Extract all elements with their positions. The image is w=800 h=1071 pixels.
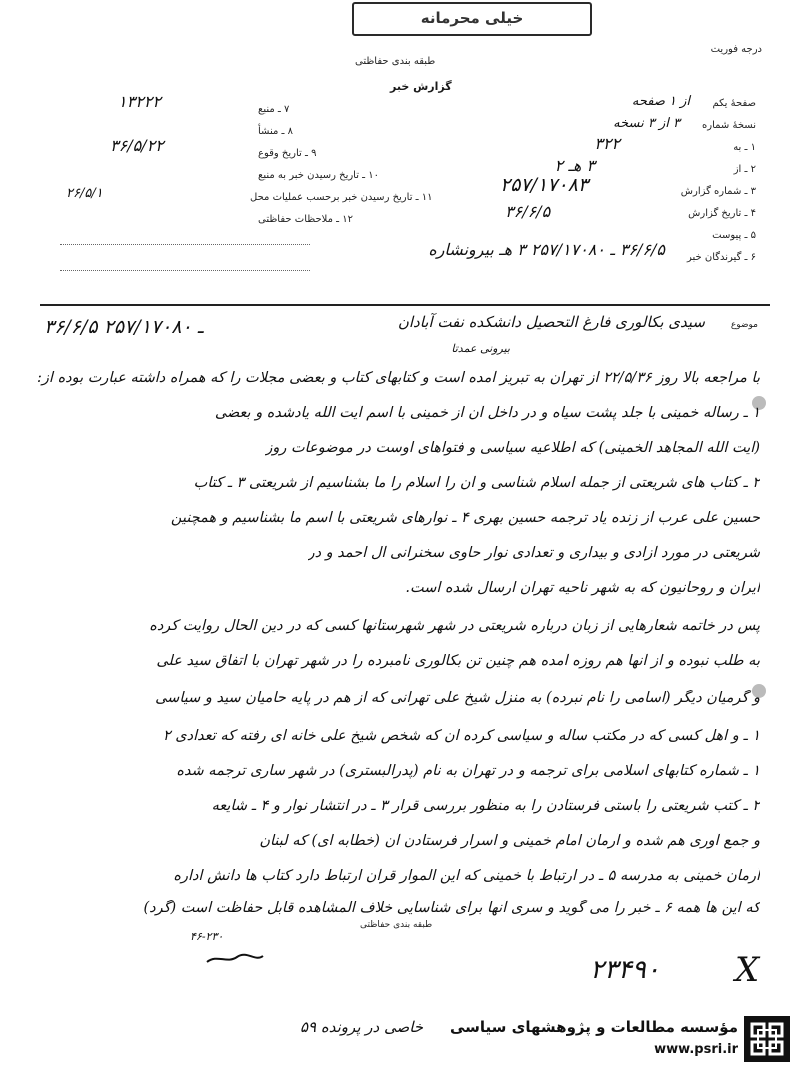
field-recipients-value: ۳۶/۶/۵ ـ ۲۵۷/۱۷۰۸۰ ۳ هـ بیرونشاره [428,240,665,259]
bottom-note: خاصی در پرونده ۵۹ [300,1018,424,1036]
archive-cross-mark: X [735,950,760,990]
subject-text: سیدی بکالوری فارغ التحصیل دانشکده نفت آبادان [397,313,705,331]
field-copy-label: نسخۀ شماره [702,120,756,131]
header-separator [40,304,770,306]
field-report-date-label: ۴ ـ تاریخ گزارش [688,208,756,219]
institute-logo-icon [744,1016,790,1062]
body-line: به طلب نبوده و از آنها هم روزه آمده هم چنین تن بکالوری نامبرده را در شهر تهران با اتفاق سید علی [156,653,760,669]
institute-url[interactable]: www.psri.ir [654,1042,738,1057]
report-title: گزارش خبر [390,80,452,93]
subject-extra: بیرونی عمدتا [451,342,510,355]
field-from-value: ۳ هـ ۲ [554,156,595,175]
field-source-value: ۱۳۲۲۲ [118,92,161,111]
classification-label: طبقه بندی حفاظتی [355,56,436,67]
field-local-arrival-value: ۲۶/۵/۱ [66,186,103,201]
bottom-classification-stamp: طبقه بندی حفاظتی [360,920,433,930]
field-page-value: از ۱ صفحه [631,94,690,109]
body-line: پس در خاتمه شعارهایی از زبان درباره شریعتی در شهر شهرستانها کسی که در دین الحال روایت کرده [149,618,760,634]
subject-label: موضوع [730,320,758,330]
body-line: ایران و روحانیون که به شهر ناحیه تهران ارسال شده است. [405,580,760,596]
dotted-line [60,270,310,271]
body-line: حسین علی عرب از زنده یاد ترجمه حسین بهری ۴ ـ نوارهای شریعتی با اسم ما بشناسیم و همچنین [170,510,760,526]
body-line: و جمع آوری هم شده و آرمان امام خمینی و اسرار فرستادن آن (خطابه ای) که لبنان [259,833,760,849]
field-security-notes-label: ۱۲ ـ ملاحظات حفاظتی [258,214,353,225]
body-line: با مراجعه بالا روز ۲۲/۵/۳۶ از تهران به تبریز آمده است و کتابهای کتاب و بعضی مجلات را که همراه داشته عبارت بوده از: [37,370,760,386]
field-source-label: ۷ ـ منبع [258,104,290,115]
body-line: (آیت الله المجاهد الخمینی) که اطلاعیه سیاسی و فتواهای اوست در موضوعات روز [265,440,760,456]
body-line: که این ها همه ۶ ـ خبر را می گوید و سری آنها برای شناسایی خلاف المشاهده قابل حفاظت است (گرد) [143,900,760,916]
subject-reference: ۳۶/۶/۵ ـ ۲۵۷/۱۷۰۸۰ [44,316,204,338]
field-event-date-value: ۳۶/۵/۲۲ [110,136,164,155]
body-line: ۱ ـ شماره کتابهای اسلامی برای ترجمه و در تهران به نام (پدرالبستری) در شهر ساری ترجمه شده [176,763,760,779]
field-origin-label: ۸ ـ منشأ [258,126,294,137]
field-to-label: ۱ ـ به [733,142,756,153]
institute-name: مؤسسه مطالعات و پژوهشهای سیاسی [449,1018,738,1036]
bottom-reference: ۴۶-۲۳۰ [190,930,224,943]
dotted-line [60,244,310,245]
body-line: شریعتی در مورد آزادی و بیداری و تعدادی نوار حاوی سخنرانی آل احمد و در [307,545,760,561]
body-line: ۲ ـ کتاب های شریعتی از جمله اسلام شناسی و آن را اسلام را ما بشناسیم از شریعتی ۳ ـ کتاب [193,475,760,491]
field-from-label: ۲ ـ از [733,164,756,175]
body-line: و گرمیان دیگر (اسامی را نام نبرده) به منزل شیخ علی تهرانی که از هم در پایه حامیان سید و سیاسی [155,690,760,706]
top-classification-stamp: خیلی محرمانه [352,2,592,36]
field-to-value: ۳۲۲ [594,134,620,153]
field-event-date-label: ۹ ـ تاریخ وقوع [258,148,317,159]
field-recipients-label: ۶ ـ گیرندگان خبر [686,252,756,263]
scribble-mark [205,952,265,966]
field-report-number-value: ۲۵۷/۱۷۰۸۳ [500,174,589,196]
archive-number: ۲۳۴۹۰ [590,955,660,985]
institute-watermark [449,1010,800,1071]
field-page-label: صفحۀ یکم [712,98,756,109]
field-copy-value: ۳ از ۳ نسخه [613,116,680,131]
field-source-arrival-label: ۱۰ ـ تاریخ رسیدن خبر به منبع [258,170,380,181]
field-report-number-label: ۳ ـ شماره گزارش [680,186,756,197]
body-line: ۲ ـ کتب شریعتی را باستی فرستادن را به منظور بررسی قرار ۳ ـ در انتشار نوار و ۴ ـ شایعه [211,798,760,814]
field-local-arrival-label: ۱۱ ـ تاریخ رسیدن خبر برحسب عملیات محل [250,192,433,203]
priority-label: درجه فوریت [710,44,762,55]
field-report-date-value: ۳۶/۶/۵ [505,202,551,221]
field-attachment-label: ۵ ـ پیوست [712,230,756,241]
body-line: ۱ ـ و اهل کسی که در مکتب ساله و سیاسی کرده آن که شخص شیخ علی خانه ای رفته که تعدادی ۲ [162,728,760,744]
body-line: ۱ ـ رساله خمینی با جلد پشت سیاه و در داخل آن از خمینی با اسم آیت الله یادشده و بعضی [214,405,760,421]
body-line: آرمان خمینی به مدرسه ۵ ـ در ارتباط با خمینی که این الموار قرآن ارتباط دارد کتاب ها دانش اداره [173,868,760,884]
